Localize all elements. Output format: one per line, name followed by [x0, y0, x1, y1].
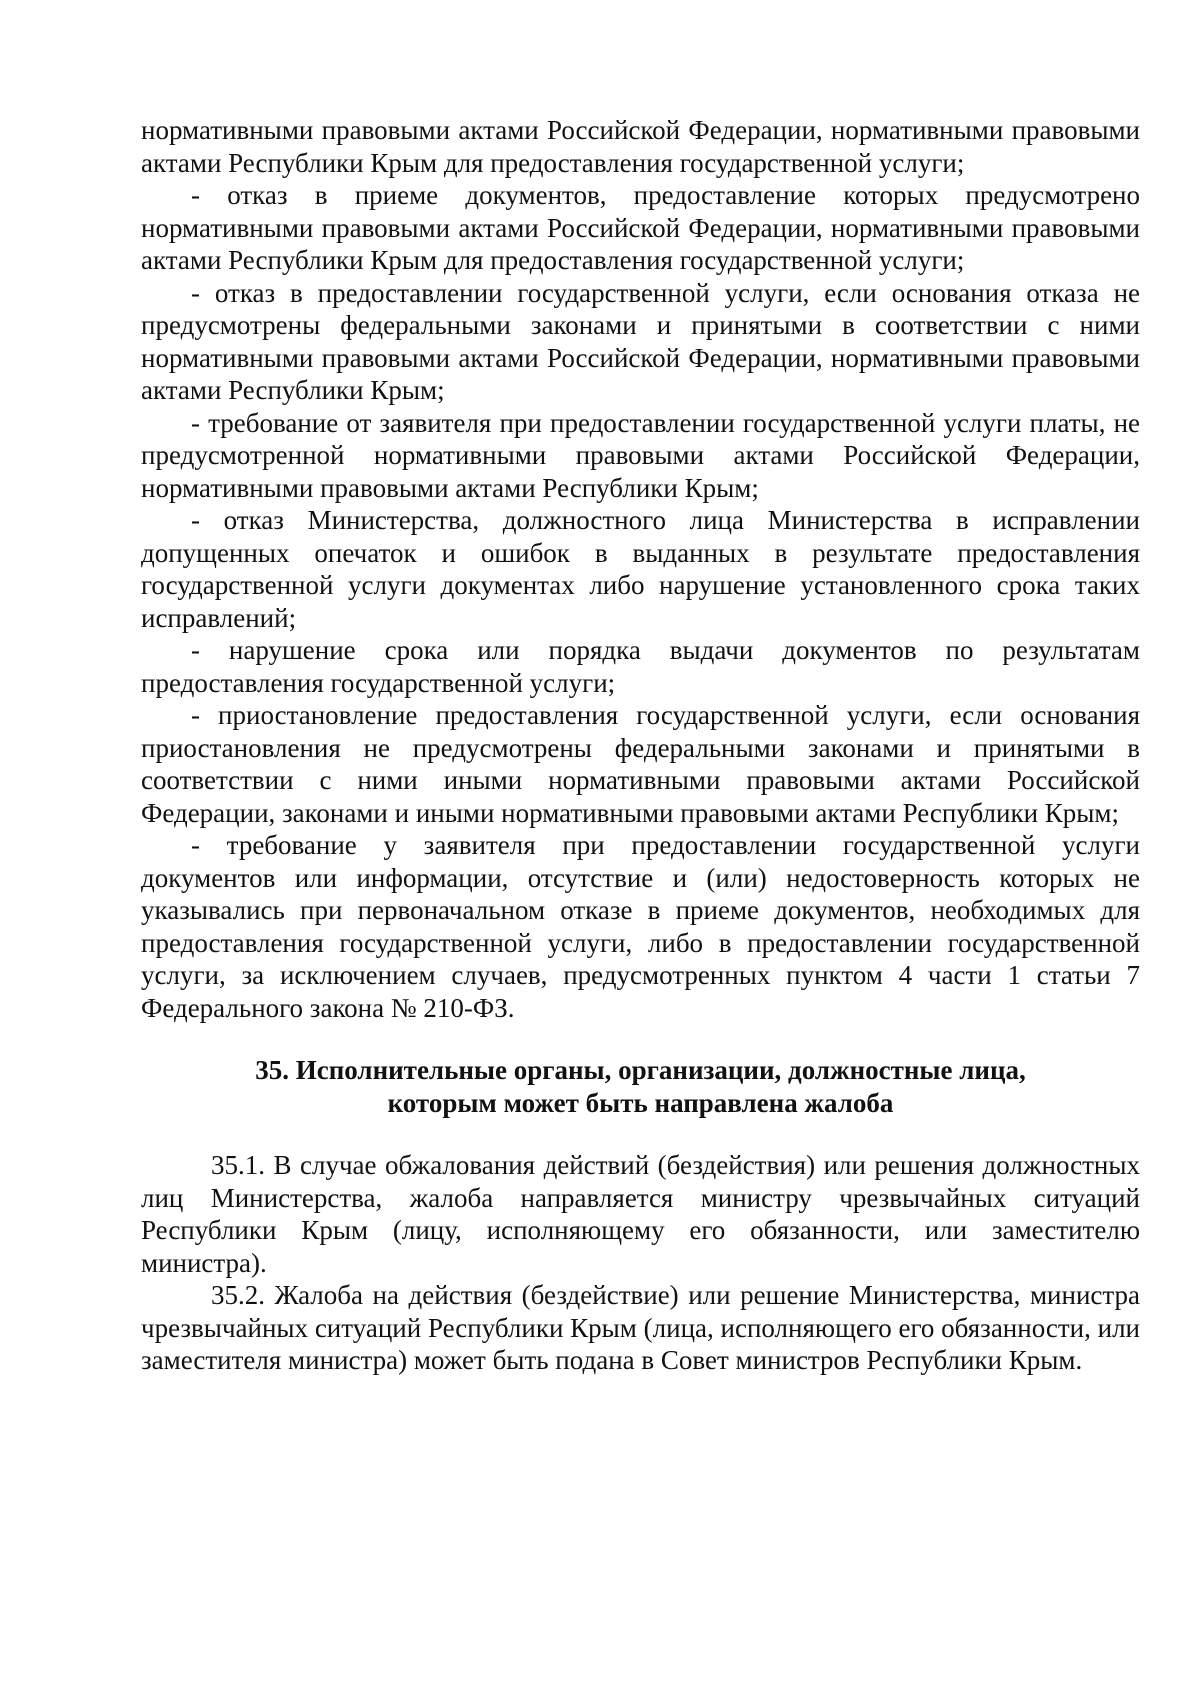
paragraph-deadline-violation: - нарушение срока или порядка выдачи документов по результатам предоставления государственной услуги; [141, 635, 1140, 698]
paragraph-document-demand: - требование у заявителя при предоставлении государственной услуги документов или информации, отсутствие и (или) недостоверность которых не указывались при первоначальном отказе в приеме документов, необходимых для предоставления государственной услуги, либо в предоставлении государственной услуги, за исключением случаев, предусмотренных пунктом 4 части 1 статьи 7 Федерального закона № 210-ФЗ. [141, 830, 1140, 1023]
paragraph-35-2: 35.2. Жалоба на действия (бездействие) или решение Министерства, министра чрезвычайных ситуаций Республики Крым (лица, исполняющего его обязанности, или заместителя министра) может быть подана в Совет министров Республики Крым. [141, 1280, 1140, 1375]
section-heading [141, 1054, 1140, 1119]
document-page [141, 114, 1140, 1377]
paragraph-correction-refusal: - отказ Министерства, должностного лица Министерства в исправлении допущенных опечаток и ошибок в выданных в результате предоставления государственной услуги документах либо нарушение установленного срока таких исправлений; [141, 505, 1140, 633]
section-heading-line-1: 35. Исполнительные органы, организации, должностные лица, [255, 1055, 1026, 1085]
paragraph-35-1: 35.1. В случае обжалования действий (бездействия) или решения должностных лиц Министерства, жалоба направляется министру чрезвычайных ситуаций Республики Крым (лицу, исполняющему его обязанности, или заместителю министра). [141, 1150, 1140, 1278]
paragraph-continuation: нормативными правовыми актами Российской Федерации, нормативными правовыми актами Республики Крым для предоставления государственной услуги; [141, 115, 1140, 178]
paragraph-refusal-acceptance: - отказ в приеме документов, предоставление которых предусмотрено нормативными правовыми актами Российской Федерации, нормативными правовыми актами Республики Крым для предоставления государственной услуги; [141, 180, 1140, 275]
section-heading-line-2: которым может быть направлена жалоба [387, 1087, 894, 1118]
paragraph-refusal-provision: - отказ в предоставлении государственной услуги, если основания отказа не предусмотрены федеральными законами и принятыми в соответствии с ними нормативными правовыми актами Российской Федерации, нормативными правовыми актами Республики Крым; [141, 277, 1140, 405]
paragraph-payment-demand: - требование от заявителя при предоставлении государственной услуги платы, не предусмотренной нормативными правовыми актами Российской Федерации, нормативными правовыми актами Республики Крым; [141, 407, 1140, 503]
paragraph-suspension: - приостановление предоставления государственной услуги, если основания приостановления не предусмотрены федеральными законами и принятыми в соответствии с ними иными нормативными правовыми актами Российской Федерации, законами и иными нормативными правовыми актами Республики Крым; [141, 700, 1140, 828]
